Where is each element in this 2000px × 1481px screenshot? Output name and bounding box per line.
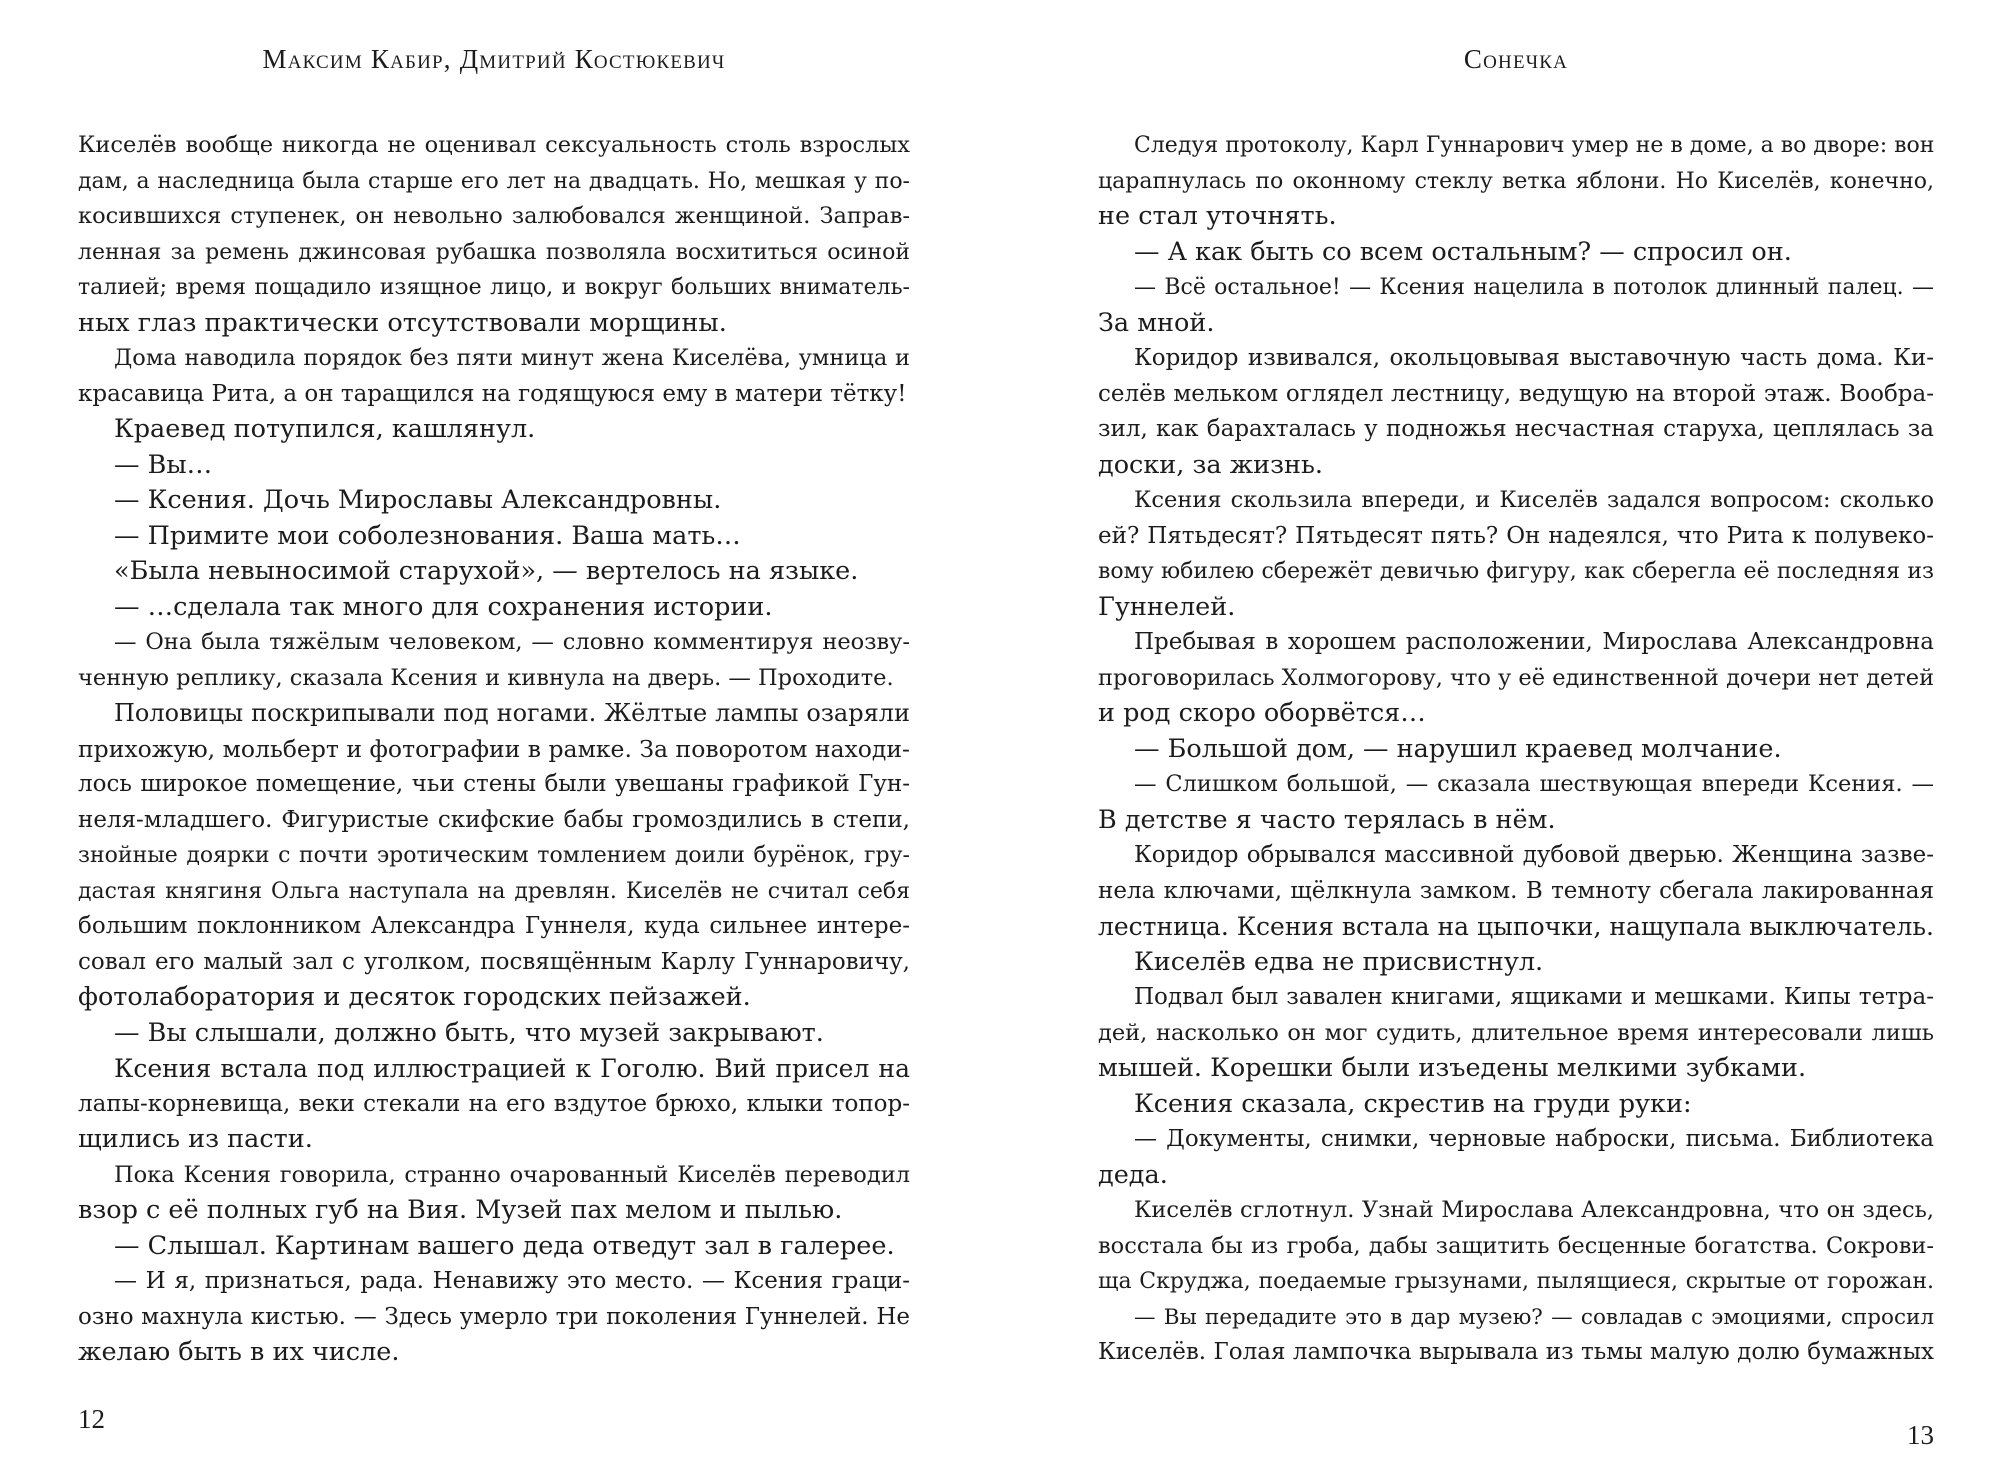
text-line: нела ключами, щёлкнула замком. В темноту сбегала лакированная — [1098, 877, 1934, 904]
left-page — [78, 0, 910, 1481]
text-line: Киселёв. Голая лампочка вырывала из тьмы малую долю бумажных — [1098, 1339, 1934, 1365]
text-line: и род скоро оборвётся… — [1098, 698, 1426, 728]
text-line: восстала бы из гроба, дабы защитить бесценные богатства. Сокрови- — [1098, 1232, 1934, 1259]
text-line: неля-младшего. Фигуристые скифские бабы громоздились в степи, — [78, 806, 910, 833]
text-line: желаю быть в их числе. — [78, 1337, 400, 1367]
text-line: Коридор извивался, окольцовывая выставочную часть дома. Ки- — [1134, 345, 1934, 371]
text-line: взор с её полных губ на Вия. Музей пах мелом и пылью. — [78, 1195, 843, 1225]
text-line: ей? Пятьдесят? Пятьдесят пять? Он надеялся, что Рита к полувеко- — [1098, 522, 1934, 549]
text-line: Краевед потупился, кашлянул. — [114, 414, 536, 444]
text-line: фотолаборатория и десяток городских пейзажей. — [78, 982, 751, 1012]
text-line: — Примите мои соболезнования. Ваша мать… — [114, 520, 741, 551]
text-line: проговорилась Холмогорову, что у её единственной дочери нет детей — [1098, 664, 1935, 691]
text-line: Следуя протоколу, Карл Гуннарович умер не в доме, а во дворе: вон — [1134, 133, 1935, 158]
text-line: — Всё остальное! — Ксения нацелила в потолок длинный палец. — — [1134, 275, 1934, 300]
right-running-head: Сонечка — [1463, 44, 1569, 74]
text-line: селёв мельком оглядел лестницу, ведущую на второй этаж. Вообра- — [1098, 380, 1934, 407]
text-line: ща Скруджа, поедаемые грызунами, пылящиеся, скрытые от горожан. — [1098, 1269, 1934, 1294]
text-line: Ксения встала под иллюстрацией к Гоголю. Вий присел на — [114, 1054, 910, 1083]
text-line: — А как быть со всем остальным? — спросил он. — [1134, 236, 1792, 267]
right-page — [1098, 0, 1934, 1481]
text-line: дастая княгиня Ольга наступала на древлян. Киселёв не считал себя — [78, 878, 910, 904]
text-line: вому юбилею сбережёт девичью фигуру, как сберегла её последняя из — [1098, 559, 1934, 584]
text-line: не стал уточнять. — [1098, 201, 1337, 231]
text-line: совал его малый зал с уголком, посвящённым Карлу Гуннаровичу, — [78, 948, 910, 975]
text-line: В детстве я часто терялась в нём. — [1098, 804, 1556, 835]
text-line: зил, как барахталась у подножья несчастная старуха, цеплялась за — [1098, 416, 1934, 442]
text-line: Киселёв сглотнул. Узнай Мирослава Александровна, что он здесь, — [1134, 1197, 1934, 1223]
text-line: лестница. Ксения встала на цыпочки, нащупала выключатель. — [1098, 912, 1934, 941]
text-line: — Вы передадите это в дар музею? — совладав с эмоциями, спросил — [1134, 1304, 1934, 1330]
text-line: дам, а наследница была старше его лет на двадцать. Но, мешкая у по- — [78, 168, 910, 194]
text-line: знойные доярки с почти эротическим томлением доили бурёнок, гру- — [78, 843, 910, 868]
left-page-number: 12 — [78, 1404, 105, 1434]
text-line: дей, насколько он мог судить, длительное время интересовали лишь — [1098, 1019, 1934, 1046]
left-body-text — [78, 128, 910, 1371]
text-line: — Большой дом, — нарушил краевед молчание. — [1134, 733, 1782, 764]
text-line: — …сделала так много для сохранения истории. — [114, 591, 773, 622]
text-line: Подвал был завален книгами, ящиками и мешками. Кипы тетра- — [1134, 984, 1934, 1010]
text-line: лось широкое помещение, чьи стены были увешаны графикой Гун- — [78, 771, 910, 797]
text-line: — Вы слышали, должно быть, что музей закрывают. — [114, 1017, 824, 1048]
right-body-text — [1098, 128, 1934, 1371]
text-line: Пребывая в хорошем расположении, Мирослава Александровна — [1134, 629, 1934, 655]
text-line: талией; время пощадило изящное лицо, и вокруг больших вниматель- — [78, 275, 910, 300]
text-line: ченную реплику, сказала Ксения и кивнула на дверь. — Проходите. — [78, 664, 894, 691]
text-line: красавица Рита, а он таращился на годящуюся ему в матери тётку! — [78, 380, 907, 407]
text-line: — И я, признаться, рада. Ненавижу это место. — Ксения граци- — [114, 1268, 910, 1294]
text-line: Дома наводила порядок без пяти минут жена Киселёва, умница и — [114, 345, 910, 371]
text-line: лапы-корневища, веки стекали на его вздутое брюхо, клыки топор- — [78, 1090, 910, 1117]
text-line: За мной. — [1098, 307, 1215, 338]
text-line: — Слышал. Картинам вашего деда отведут зал в галерее. — [114, 1230, 895, 1261]
right-page-number: 13 — [1907, 1420, 1934, 1450]
text-line: большим поклонником Александра Гуннеля, куда сильнее интере- — [78, 913, 910, 939]
text-line: — Ксения. Дочь Мирославы Александровны. — [114, 485, 722, 515]
text-line: косившихся ступенек, он невольно залюбовался женщиной. Заправ- — [78, 203, 910, 229]
text-line: «Была невыносимой старухой», — вертелось на языке. — [114, 556, 859, 586]
text-line: — Слишком большой, — сказала шествующая впереди Ксения. — — [1134, 771, 1934, 797]
text-line: Ксения сказала, скрестив на груди руки: — [1134, 1088, 1692, 1119]
text-line: царапнулась по оконному стеклу ветка яблони. Но Киселёв, конечно, — [1098, 168, 1934, 194]
text-line: ных глаз практически отсутствовали морщины. — [78, 307, 727, 338]
left-running-head: Максим Кабир, Дмитрий Костюкевич — [262, 44, 726, 74]
text-line: Киселёв едва не присвистнул. — [1134, 946, 1544, 977]
text-line: Киселёв вообще никогда не оценивал сексуальность столь взрослых — [78, 132, 910, 158]
text-line: озно махнула кистью. — Здесь умерло три поколения Гуннелей. Не — [78, 1303, 910, 1330]
text-line: — Документы, снимки, черновые наброски, письма. Библиотека — [1134, 1126, 1934, 1152]
text-line: Гуннелей. — [1098, 591, 1236, 622]
text-line: — Она была тяжёлым человеком, — словно комментируя неозву- — [114, 629, 910, 655]
text-line: — Вы… — [114, 449, 213, 480]
text-line: ленная за ремень джинсовая рубашка позволяла восхититься осиной — [78, 239, 910, 265]
text-line: деда. — [1098, 1159, 1168, 1190]
text-line: Пока Ксения говорила, странно очарованный Киселёв переводил — [114, 1161, 910, 1188]
text-line: доски, за жизнь. — [1098, 449, 1324, 480]
text-line: Коридор обрывался массивной дубовой дверью. Женщина зазве- — [1134, 842, 1934, 868]
text-line: Половицы поскрипывали под ногами. Жёлтые лампы озаряли — [114, 699, 910, 727]
text-line: мышей. Корешки были изъедены мелкими зубками. — [1098, 1053, 1807, 1083]
text-line: прихожую, мольберт и фотографии в рамке. За поворотом находи- — [78, 734, 910, 763]
text-line: щились из пасти. — [78, 1124, 313, 1154]
text-line: Ксения скользила впереди, и Киселёв задался вопросом: сколько — [1134, 487, 1934, 513]
